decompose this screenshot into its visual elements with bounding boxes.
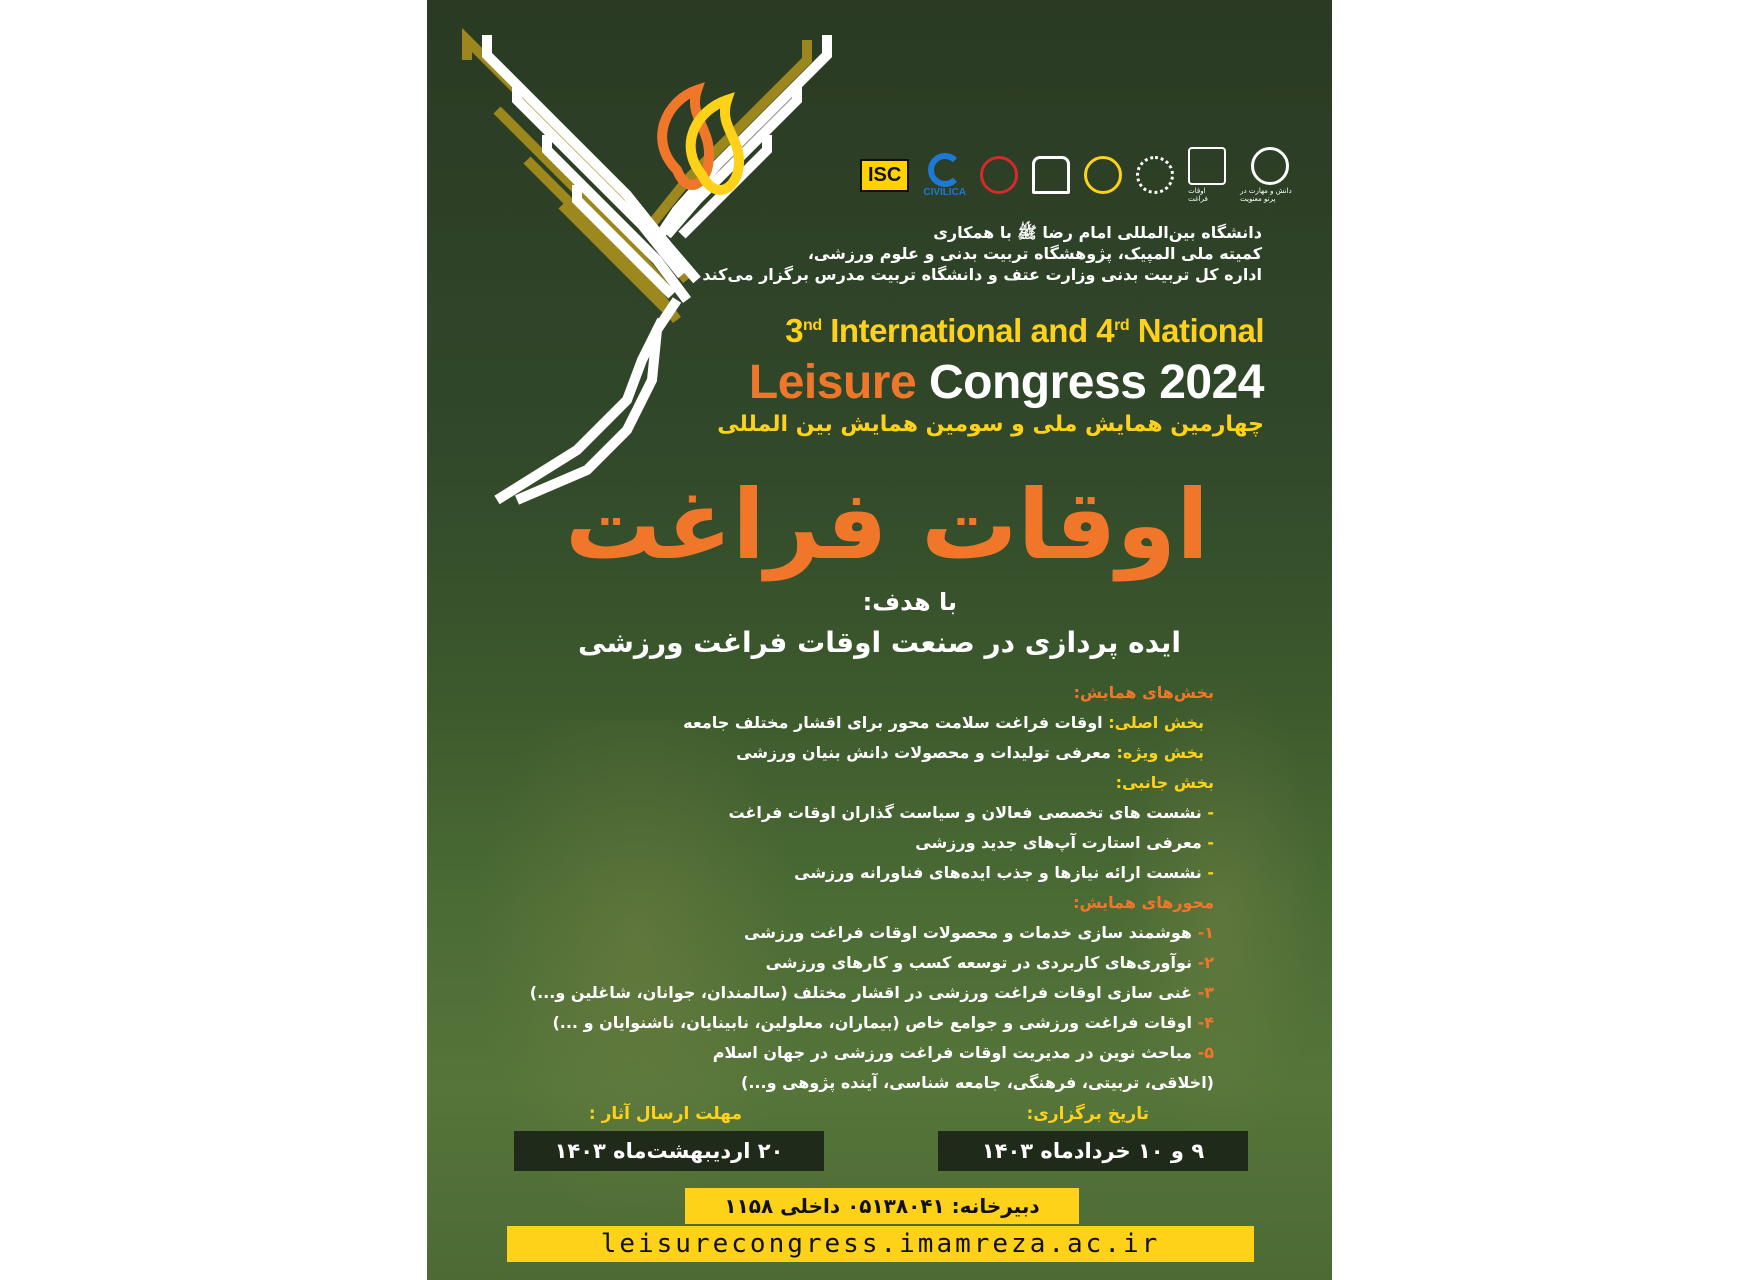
sport-institute-icon — [1084, 156, 1122, 194]
olympic-committee-logo — [980, 156, 1018, 194]
side-section-heading: بخش جانبی: — [1115, 773, 1214, 792]
date-label: تاریخ برگزاری: — [1026, 1104, 1149, 1124]
civilica-caption: CIVILICA — [923, 186, 967, 198]
special-section-label: بخش ویژه: — [1116, 743, 1204, 762]
secretariat-phone: دبیرخانه: ۰۵۱۳۸۰۴۱ داخلی ۱۱۵۸ — [685, 1188, 1079, 1224]
congress-poster — [427, 0, 1332, 1280]
axis-number: ۳- — [1197, 983, 1214, 1002]
astan-quds-icon — [1136, 156, 1174, 194]
main-section — [564, 708, 1214, 738]
sponsor-logos — [860, 140, 1300, 210]
organizers-line-2: کمیته ملی المپیک، پژوهشگاه تربیت بدنی و علوم ورزشی، — [807, 244, 1262, 263]
deadline-value: ۲۰ اردیبهشت‌ماه ۱۴۰۳ — [514, 1131, 824, 1171]
isc-label: ISC — [860, 159, 909, 192]
civilica-logo — [923, 153, 966, 198]
congress-details — [529, 678, 1214, 1098]
special-section — [564, 738, 1214, 768]
dashesh-va-maharat-logo — [1240, 147, 1300, 203]
axis-text: اوقات فراغت ورزشی و جوامع خاص (بیماران، معلولین، نابینایان، ناشنوایان و ...) — [552, 1013, 1198, 1032]
title-international: International and 4 — [821, 312, 1115, 349]
title-english-line1 — [785, 312, 1264, 350]
university-logo — [1032, 156, 1070, 194]
axis-number: ۵- — [1197, 1043, 1214, 1062]
main-section-text: اوقات فراغت سلامت محور برای اقشار مختلف جامعه — [683, 713, 1109, 732]
title-leisure-word: Leisure — [748, 356, 917, 409]
date-value: ۹ و ۱۰ خردادماه ۱۴۰۳ — [938, 1131, 1248, 1171]
civilica-icon — [928, 153, 962, 187]
olympic-icon — [980, 156, 1018, 194]
title-sup-nd: nd — [803, 317, 822, 334]
dash-bullet: - — [1201, 803, 1214, 822]
title-persian-subtitle: چهارمین همایش ملی و سومین همایش بین المللی — [717, 412, 1264, 437]
axis-item — [529, 978, 1214, 1008]
title-persian-main: اوقات فراغت — [564, 469, 1210, 581]
axis-item — [552, 1008, 1214, 1038]
axis-item — [564, 1038, 1214, 1068]
isc-logo — [860, 159, 909, 192]
leisure-logo — [1188, 147, 1226, 203]
axis-text: نوآوری‌های کاربردی در توسعه کسب و کارهای ورزشی — [765, 953, 1198, 972]
side-item — [564, 798, 1214, 828]
side-item — [564, 858, 1214, 888]
title-num-3: 3 — [785, 312, 804, 349]
axes-heading: محورهای همایش: — [1073, 893, 1214, 912]
axis-number: ۲- — [1197, 953, 1214, 972]
organizers-line-1: دانشگاه بین‌المللی امام رضا ﷺ با همکاری — [933, 223, 1262, 242]
axis-item — [564, 918, 1214, 948]
axis-item — [564, 948, 1214, 978]
sport-institute-logo — [1084, 156, 1122, 194]
goal-text: ایده پردازی در صنعت اوقات فراغت ورزشی — [577, 626, 1181, 659]
title-congress-2024: Congress 2024 — [916, 356, 1264, 409]
astan-quds-logo — [1136, 156, 1174, 194]
dash-bullet: - — [1201, 863, 1214, 882]
sponsor-caption: دانش و مهارت در پرتو معنویت — [1240, 187, 1292, 203]
axis-text: مباحث نوین در مدیریت اوقات فراغت ورزشی در جهان اسلام — [712, 1043, 1198, 1062]
axis-number: ۱- — [1197, 923, 1214, 942]
main-section-label: بخش اصلی: — [1108, 713, 1204, 732]
organizers-line-3: اداره کل تربیت بدنی وزارت عتف و دانشگاه تربیت مدرس برگزار می‌کند — [702, 265, 1262, 284]
website-url[interactable]: leisurecongress.imamreza.ac.ir — [507, 1226, 1254, 1262]
side-item-text: معرفی استارت آپ‌های جدید ورزشی — [915, 833, 1202, 852]
title-english-line2 — [749, 355, 1264, 410]
university-icon — [1032, 156, 1070, 194]
sections-heading: بخش‌های همایش: — [1073, 683, 1214, 702]
title-national: National — [1129, 312, 1264, 349]
deadline-label: مهلت ارسال آثار : — [588, 1104, 742, 1124]
axis-text: غنی سازی اوقات فراغت ورزشی در اقشار مختلف (سالمندان، جوانان، شاغلین و...) — [529, 983, 1198, 1002]
leisure-icon — [1188, 147, 1226, 185]
special-section-text: معرفی تولیدات و محصولات دانش بنیان ورزشی — [736, 743, 1117, 762]
axis-number: ۴- — [1197, 1013, 1214, 1032]
axis-text: هوشمند سازی خدمات و محصولات اوقات فراغت ورزشی — [744, 923, 1198, 942]
dash-bullet: - — [1201, 833, 1214, 852]
organizers-text — [702, 222, 1262, 285]
goal-label: با هدف: — [862, 588, 957, 616]
axes-tail: (اخلاقی، تربیتی، فرهنگی، جامعه شناسی، آینده پژوهی و...) — [741, 1073, 1214, 1092]
side-item-text: نشست های تخصصی فعالان و سیاست گذاران اوقات فراغت — [728, 803, 1202, 822]
side-item-text: نشست ارائه نیازها و جذب ایده‌های فناورانه ورزشی — [794, 863, 1202, 882]
side-item — [564, 828, 1214, 858]
title-sup-rd: rd — [1114, 317, 1130, 334]
dashesh-va-maharat-icon — [1251, 147, 1289, 185]
sponsor-caption: اوقات فراغت — [1188, 187, 1208, 203]
